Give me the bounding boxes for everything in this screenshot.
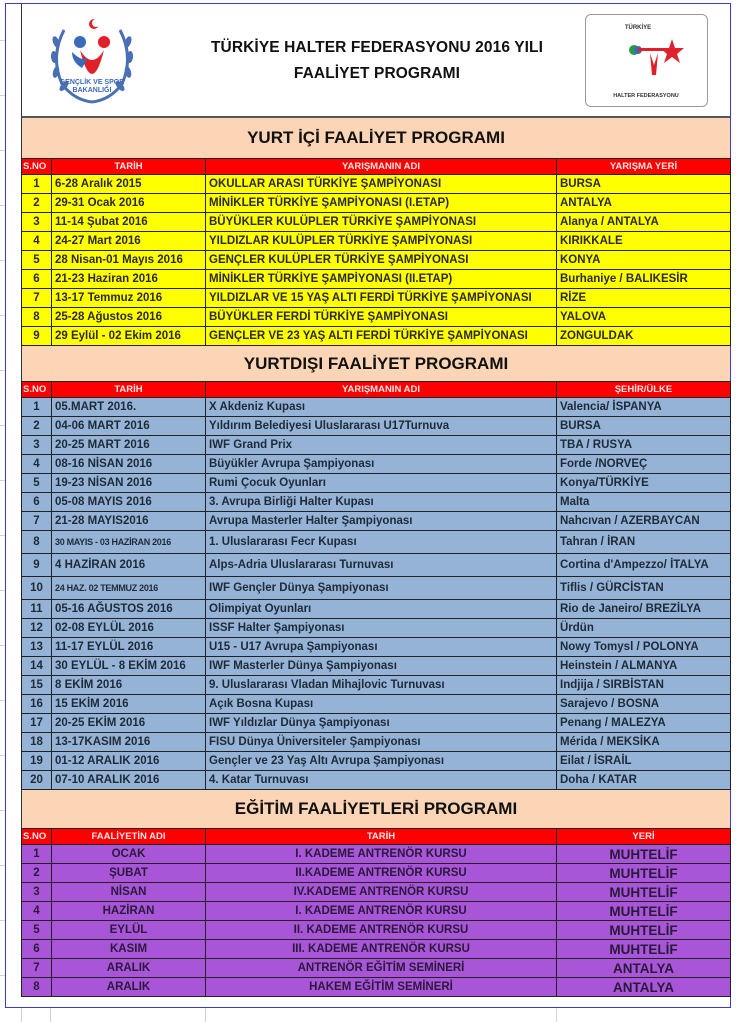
row-number: 2 (22, 194, 52, 213)
event-date: 05-16 AĞUSTOS 2016 (52, 600, 206, 619)
row-number: 2 (22, 417, 52, 436)
event-name: Yıldırım Belediyesi Uluslararası U17Turnuva (206, 417, 557, 436)
event-city-country: Nowy Tomysl / POLONYA (557, 638, 731, 657)
activity-name: IV.KADEME ANTRENÖR KURSU (206, 883, 557, 902)
event-name: U15 - U17 Avrupa Şampiyonası (206, 638, 557, 657)
activity-month: EYLÜL (52, 921, 206, 940)
activity-month: KASIM (52, 940, 206, 959)
event-date: 20-25 EKİM 2016 (52, 714, 206, 733)
event-date: 04-06 MART 2016 (52, 417, 206, 436)
event-date: 21-28 MAYIS2016 (52, 512, 206, 531)
event-date: 6-28 Aralık 2015 (52, 175, 206, 194)
event-name: Büyükler Avrupa Şampiyonası (206, 455, 557, 474)
table-row (22, 577, 731, 600)
event-date: 15 EKİM 2016 (52, 695, 206, 714)
event-name: MİNİKLER TÜRKİYE ŞAMPİYONASI (II.ETAP) (206, 270, 557, 289)
event-name: FISU Dünya Üniversiteler Şampiyonası (206, 733, 557, 752)
activity-place: MUHTELİF (557, 845, 731, 864)
event-city-country: Eilat / İSRAİL (557, 752, 731, 771)
table-row (22, 733, 731, 752)
table-row (22, 978, 731, 997)
svg-text:TÜRKİYE: TÜRKİYE (624, 25, 652, 31)
event-place: Alanya / ANTALYA (557, 213, 731, 232)
col-header-date: TARİH (52, 382, 206, 398)
ministry-logo (42, 12, 142, 109)
table-row (22, 175, 731, 194)
event-name: MİNİKLER TÜRKİYE ŞAMPİYONASI (I.ETAP) (206, 194, 557, 213)
event-date: 30 EYLÜL - 8 EKİM 2016 (52, 657, 206, 676)
table-row (22, 695, 731, 714)
col-header-activity: FAALİYETİN ADI (52, 829, 206, 845)
event-date: 02-08 EYLÜL 2016 (52, 619, 206, 638)
activity-month: HAZİRAN (52, 902, 206, 921)
event-date: 24-27 Mart 2016 (52, 232, 206, 251)
program-document (21, 4, 730, 997)
event-city-country: Heinstein / ALMANYA (557, 657, 731, 676)
activity-place: ANTALYA (557, 978, 731, 997)
event-city-country: Ürdün (557, 619, 731, 638)
table-row (22, 213, 731, 232)
event-city-country: TBA / RUSYA (557, 436, 731, 455)
row-number: 7 (22, 959, 52, 978)
row-number: 16 (22, 695, 52, 714)
event-date: 30 MAYIS - 03 HAZİRAN 2016 (52, 531, 206, 554)
table-row (22, 714, 731, 733)
activity-place: ANTALYA (557, 959, 731, 978)
table-row (22, 398, 731, 417)
table-row (22, 455, 731, 474)
table-row (22, 619, 731, 638)
event-name: IWF Masterler Dünya Şampiyonası (206, 657, 557, 676)
table-row (22, 308, 731, 327)
event-name: Alps-Adria Uluslararası Turnuvası (206, 554, 557, 577)
activity-month: NİSAN (52, 883, 206, 902)
activity-place: MUHTELİF (557, 864, 731, 883)
table-row (22, 474, 731, 493)
event-city-country: Konya/TÜRKİYE (557, 474, 731, 493)
section-title-egitim: EĞİTİM FAALİYETLERİ PROGRAMI (21, 790, 730, 828)
activity-month: ARALIK (52, 959, 206, 978)
row-number: 9 (22, 554, 52, 577)
row-number: 6 (22, 270, 52, 289)
event-date: 20-25 MART 2016 (52, 436, 206, 455)
table-row (22, 921, 731, 940)
document-title-line2: FAALİYET PROGRAMI (293, 65, 461, 82)
event-date: 05.MART 2016. (52, 398, 206, 417)
row-number: 4 (22, 232, 52, 251)
event-date: 13-17KASIM 2016 (52, 733, 206, 752)
event-city-country: Tiflis / GÜRCİSTAN (557, 577, 731, 600)
row-number: 1 (22, 398, 52, 417)
event-date: 11-17 EYLÜL 2016 (52, 638, 206, 657)
event-name: Açık Bosna Kupası (206, 695, 557, 714)
col-header-place: YERİ (557, 829, 731, 845)
row-number: 2 (22, 864, 52, 883)
table-row (22, 638, 731, 657)
table-row (22, 864, 731, 883)
event-city-country: Cortina d'Ampezzo/ İTALYA (557, 554, 731, 577)
table-row (22, 657, 731, 676)
row-number: 3 (22, 436, 52, 455)
event-place: KIRIKKALE (557, 232, 731, 251)
row-number: 11 (22, 600, 52, 619)
event-name: BÜYÜKLER KULÜPLER TÜRKİYE ŞAMPİYONASI (206, 213, 557, 232)
row-number: 13 (22, 638, 52, 657)
event-place: ANTALYA (557, 194, 731, 213)
event-name: Rumi Çocuk Oyunları (206, 474, 557, 493)
event-date: 24 HAZ. 02 TEMMUZ 2016 (52, 577, 206, 600)
event-name: YILDIZLAR VE 15 YAŞ ALTI FERDİ TÜRKİYE ŞAMPİYONASI (206, 289, 557, 308)
row-number: 14 (22, 657, 52, 676)
event-name: GENÇLER KULÜPLER TÜRKİYE ŞAMPİYONASI (206, 251, 557, 270)
event-name: BÜYÜKLER FERDİ TÜRKİYE ŞAMPİYONASI (206, 308, 557, 327)
event-name: 3. Avrupa Birliği Halter Kupası (206, 493, 557, 512)
row-number: 5 (22, 251, 52, 270)
table-row (22, 771, 731, 790)
event-date: 21-23 Haziran 2016 (52, 270, 206, 289)
row-number: 18 (22, 733, 52, 752)
col-header-sno: S.NO (22, 159, 52, 175)
row-number: 12 (22, 619, 52, 638)
event-place: Burhaniye / BALIKESİR (557, 270, 731, 289)
col-header-name: YARIŞMANIN ADI (206, 382, 557, 398)
table-row (22, 554, 731, 577)
activity-name: II. KADEME ANTRENÖR KURSU (206, 921, 557, 940)
event-city-country: Malta (557, 493, 731, 512)
col-header-date: TARİH (52, 159, 206, 175)
table-row (22, 883, 731, 902)
section-title-yurtici: YURT İÇİ FAALİYET PROGRAMI (21, 118, 730, 158)
activity-name: I. KADEME ANTRENÖR KURSU (206, 845, 557, 864)
row-number: 7 (22, 512, 52, 531)
row-number: 7 (22, 289, 52, 308)
table-row (22, 512, 731, 531)
event-name: YILDIZLAR KULÜPLER TÜRKİYE ŞAMPİYONASI (206, 232, 557, 251)
col-header-name: YARIŞMANIN ADI (206, 159, 557, 175)
table-row (22, 531, 731, 554)
event-name: OKULLAR ARASI TÜRKİYE ŞAMPİYONASI (206, 175, 557, 194)
row-number: 4 (22, 455, 52, 474)
activity-place: MUHTELİF (557, 902, 731, 921)
event-city-country: Nahcıvan / AZERBAYCAN (557, 512, 731, 531)
event-name: IWF Yıldızlar Dünya Şampiyonası (206, 714, 557, 733)
document-header (21, 4, 730, 118)
activity-name: I. KADEME ANTRENÖR KURSU (206, 902, 557, 921)
activity-month: ARALIK (52, 978, 206, 997)
activity-place: MUHTELİF (557, 940, 731, 959)
event-place: ZONGULDAK (557, 327, 731, 346)
row-number: 19 (22, 752, 52, 771)
table-row (22, 417, 731, 436)
table-row (22, 270, 731, 289)
col-header-place: YARIŞMA YERİ (557, 159, 731, 175)
table-row (22, 493, 731, 512)
event-date: 01-12 ARALIK 2016 (52, 752, 206, 771)
event-city-country: Forde /NORVEÇ (557, 455, 731, 474)
row-number: 1 (22, 845, 52, 864)
activity-month: OCAK (52, 845, 206, 864)
table-row (22, 194, 731, 213)
table-row (22, 327, 731, 346)
event-name: Gençler ve 23 Yaş Altı Avrupa Şampiyonası (206, 752, 557, 771)
table-row (22, 436, 731, 455)
event-city-country: Mérida / MEKSİKA (557, 733, 731, 752)
event-date: 29-31 Ocak 2016 (52, 194, 206, 213)
document-title-line1: TÜRKİYE HALTER FEDERASYONU 2016 YILI (210, 39, 544, 56)
table-yurtdisi (21, 381, 731, 790)
row-number: 20 (22, 771, 52, 790)
event-date: 11-14 Şubat 2016 (52, 213, 206, 232)
table-row (22, 902, 731, 921)
event-name: ISSF Halter Şampiyonası (206, 619, 557, 638)
table-row (22, 959, 731, 978)
row-number: 15 (22, 676, 52, 695)
activity-month: ŞUBAT (52, 864, 206, 883)
event-city-country: Doha / KATAR (557, 771, 731, 790)
event-city-country: Rio de Janeiro/ BREZİLYA (557, 600, 731, 619)
table-row (22, 940, 731, 959)
event-city-country: BURSA (557, 417, 731, 436)
event-name: GENÇLER VE 23 YAŞ ALTI FERDİ TÜRKİYE ŞAMPİYONASI (206, 327, 557, 346)
svg-text:HALTER FEDERASYONU: HALTER FEDERASYONU (613, 93, 679, 99)
row-number: 9 (22, 327, 52, 346)
event-name: 4. Katar Turnuvası (206, 771, 557, 790)
row-number: 10 (22, 577, 52, 600)
row-number: 8 (22, 531, 52, 554)
event-city-country: Valencia/ İSPANYA (557, 398, 731, 417)
event-name: 9. Uluslararası Vladan Mihajlovic Turnuvası (206, 676, 557, 695)
activity-name: II.KADEME ANTRENÖR KURSU (206, 864, 557, 883)
event-name: Olimpiyat Oyunları (206, 600, 557, 619)
table-egitim (21, 828, 731, 997)
table-row (22, 676, 731, 695)
table-row (22, 752, 731, 771)
row-number: 3 (22, 883, 52, 902)
event-place: YALOVA (557, 308, 731, 327)
event-date: 4 HAZİRAN 2016 (52, 554, 206, 577)
event-name: X Akdeniz Kupası (206, 398, 557, 417)
row-number: 17 (22, 714, 52, 733)
event-city-country: Tahran / İRAN (557, 531, 731, 554)
table-row (22, 232, 731, 251)
col-header-sno: S.NO (22, 382, 52, 398)
col-header-city-country: ŞEHİR/ÜLKE (557, 382, 731, 398)
event-place: BURSA (557, 175, 731, 194)
row-number: 6 (22, 493, 52, 512)
activity-place: MUHTELİF (557, 921, 731, 940)
svg-text:BAKANLIĞI: BAKANLIĞI (72, 87, 112, 94)
event-date: 29 Eylül - 02 Ekim 2016 (52, 327, 206, 346)
federation-logo (585, 14, 708, 107)
row-number: 8 (22, 978, 52, 997)
col-header-date: TARİH (206, 829, 557, 845)
section-title-yurtdisi: YURTDIŞI FAALİYET PROGRAMI (21, 346, 730, 381)
activity-name: ANTRENÖR EĞİTİM SEMİNERİ (206, 959, 557, 978)
row-number: 8 (22, 308, 52, 327)
event-place: RİZE (557, 289, 731, 308)
activity-name: III. KADEME ANTRENÖR KURSU (206, 940, 557, 959)
row-number: 1 (22, 175, 52, 194)
event-date: 25-28 Ağustos 2016 (52, 308, 206, 327)
col-header-sno: S.NO (22, 829, 52, 845)
table-row (22, 251, 731, 270)
event-place: KONYA (557, 251, 731, 270)
event-name: IWF Gençler Dünya Şampiyonası (206, 577, 557, 600)
table-row (22, 600, 731, 619)
svg-text:GENÇLİK VE SPOR: GENÇLİK VE SPOR (59, 79, 125, 86)
event-name: Avrupa Masterler Halter Şampiyonası (206, 512, 557, 531)
event-date: 08-16 NİSAN 2016 (52, 455, 206, 474)
table-row (22, 289, 731, 308)
row-number: 3 (22, 213, 52, 232)
row-number: 4 (22, 902, 52, 921)
event-date: 8 EKİM 2016 (52, 676, 206, 695)
event-date: 05-08 MAYIS 2016 (52, 493, 206, 512)
table-yurtici (21, 158, 731, 346)
activity-name: HAKEM EĞİTİM SEMİNERİ (206, 978, 557, 997)
event-date: 07-10 ARALIK 2016 (52, 771, 206, 790)
row-number: 5 (22, 921, 52, 940)
activity-place: MUHTELİF (557, 883, 731, 902)
event-city-country: Indjija / SIRBİSTAN (557, 676, 731, 695)
event-date: 19-23 NİSAN 2016 (52, 474, 206, 493)
row-number: 6 (22, 940, 52, 959)
row-number: 5 (22, 474, 52, 493)
event-city-country: Sarajevo / BOSNA (557, 695, 731, 714)
table-row (22, 845, 731, 864)
event-city-country: Penang / MALEZYA (557, 714, 731, 733)
event-date: 13-17 Temmuz 2016 (52, 289, 206, 308)
event-name: 1. Uluslararası Fecr Kupası (206, 531, 557, 554)
event-name: IWF Grand Prix (206, 436, 557, 455)
event-date: 28 Nisan-01 Mayıs 2016 (52, 251, 206, 270)
